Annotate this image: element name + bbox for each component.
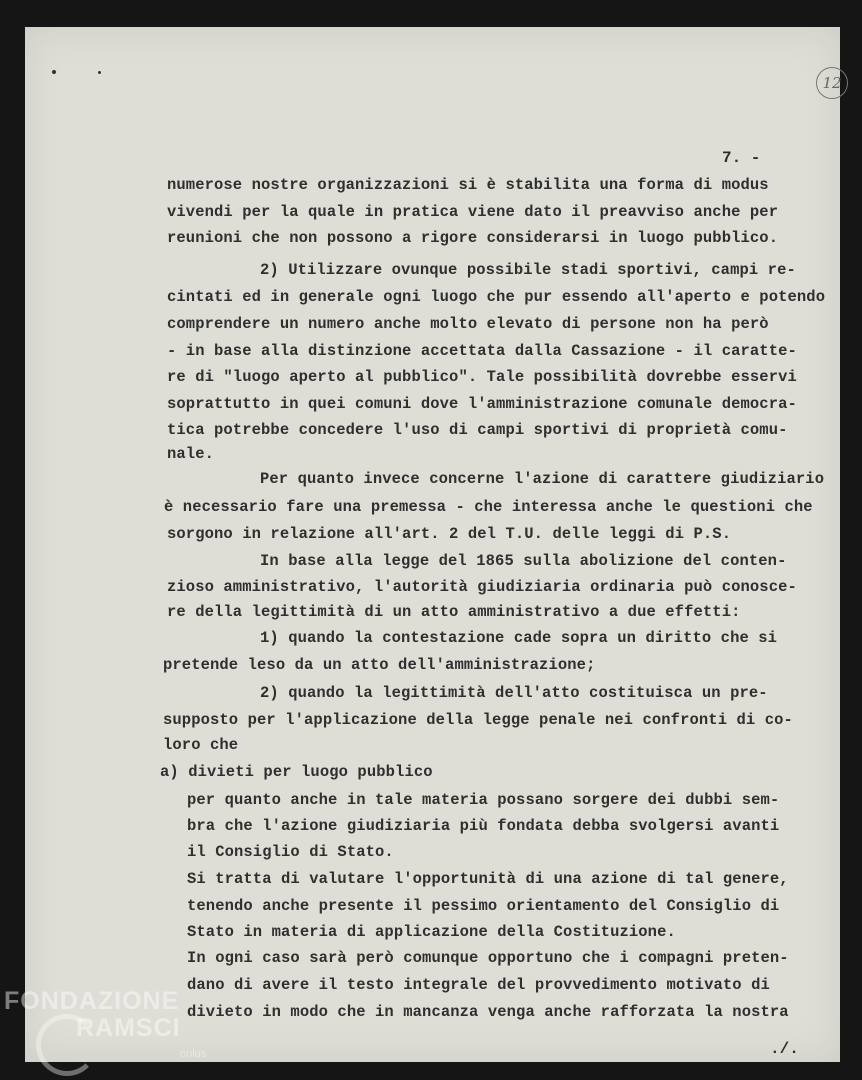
text-line: Stato in materia di applicazione della Costituzione.	[187, 923, 676, 941]
watermark-line2: RAMSCI	[76, 1014, 181, 1042]
text-line: soprattutto in quei comuni dove l'amministrazione comunale democra-	[167, 395, 797, 413]
text-line: loro che	[163, 736, 239, 754]
continuation-mark: ./.	[770, 1040, 799, 1058]
watermark-line1: FONDAZIONE	[4, 987, 180, 1015]
text-line: cintati ed in generale ogni luogo che pur essendo all'aperto e potendo	[167, 288, 826, 306]
text-line: a) divieti per luogo pubblico	[160, 763, 433, 781]
text-line: nale.	[167, 445, 215, 463]
watermark-logo	[4, 984, 224, 1080]
page-number: 7. -	[722, 149, 761, 167]
text-line: sorgono in relazione all'art. 2 del T.U. delle leggi di P.S.	[167, 525, 732, 543]
text-line: 2) quando la legittimità dell'atto costituisca un pre-	[260, 684, 768, 702]
text-line: pretende leso da un atto dell'amministrazione;	[163, 656, 596, 674]
text-line: re della legittimità di un atto amministrativo a due effetti:	[167, 603, 741, 621]
text-line: reunioni che non possono a rigore considerarsi in luogo pubblico.	[167, 229, 779, 247]
text-line: Si tratta di valutare l'opportunità di una azione di tal genere,	[187, 870, 789, 888]
text-line: divieto in modo che in mancanza venga anche rafforzata la nostra	[187, 1003, 789, 1021]
text-line: re di "luogo aperto al pubblico". Tale possibilità dovrebbe esservi	[167, 368, 797, 386]
text-line: In base alla legge del 1865 sulla abolizione del conten-	[260, 552, 787, 570]
text-line: tica potrebbe concedere l'uso di campi sportivi di proprietà comu-	[167, 421, 788, 439]
text-line: dano di avere il testo integrale del provvedimento motivato di	[187, 976, 770, 994]
text-line: vivendi per la quale in pratica viene dato il preavviso anche per	[167, 203, 779, 221]
watermark-line3: onlus	[180, 1048, 207, 1060]
text-line: bra che l'azione giudiziaria più fondata debba svolgersi avanti	[187, 817, 780, 835]
text-line: 2) Utilizzare ovunque possibile stadi sportivi, campi re-	[260, 261, 796, 279]
punch-mark	[98, 71, 101, 74]
text-line: tenendo anche presente il pessimo orientamento del Consiglio di	[187, 897, 780, 915]
punch-mark	[52, 70, 56, 74]
text-line: numerose nostre organizzazioni si è stabilita una forma di modus	[167, 176, 769, 194]
text-line: comprendere un numero anche molto elevato di persone non ha però	[167, 315, 769, 333]
text-line: zioso amministrativo, l'autorità giudiziaria ordinaria può conosce-	[167, 578, 797, 596]
text-line: supposto per l'applicazione della legge penale nei confronti di co-	[163, 711, 793, 729]
text-line: Per quanto invece concerne l'azione di carattere giudiziario	[260, 470, 825, 488]
folio-number: 12	[816, 67, 848, 99]
text-line: 1) quando la contestazione cade sopra un diritto che si	[260, 629, 778, 647]
text-line: è necessario fare una premessa - che interessa anche le questioni che	[164, 498, 813, 516]
text-line: - in base alla distinzione accettata dalla Cassazione - il caratte-	[167, 342, 797, 360]
text-line: per quanto anche in tale materia possano sorgere dei dubbi sem-	[187, 791, 780, 809]
text-line: il Consiglio di Stato.	[187, 843, 394, 861]
text-line: In ogni caso sarà però comunque opportuno che i compagni preten-	[187, 949, 789, 967]
